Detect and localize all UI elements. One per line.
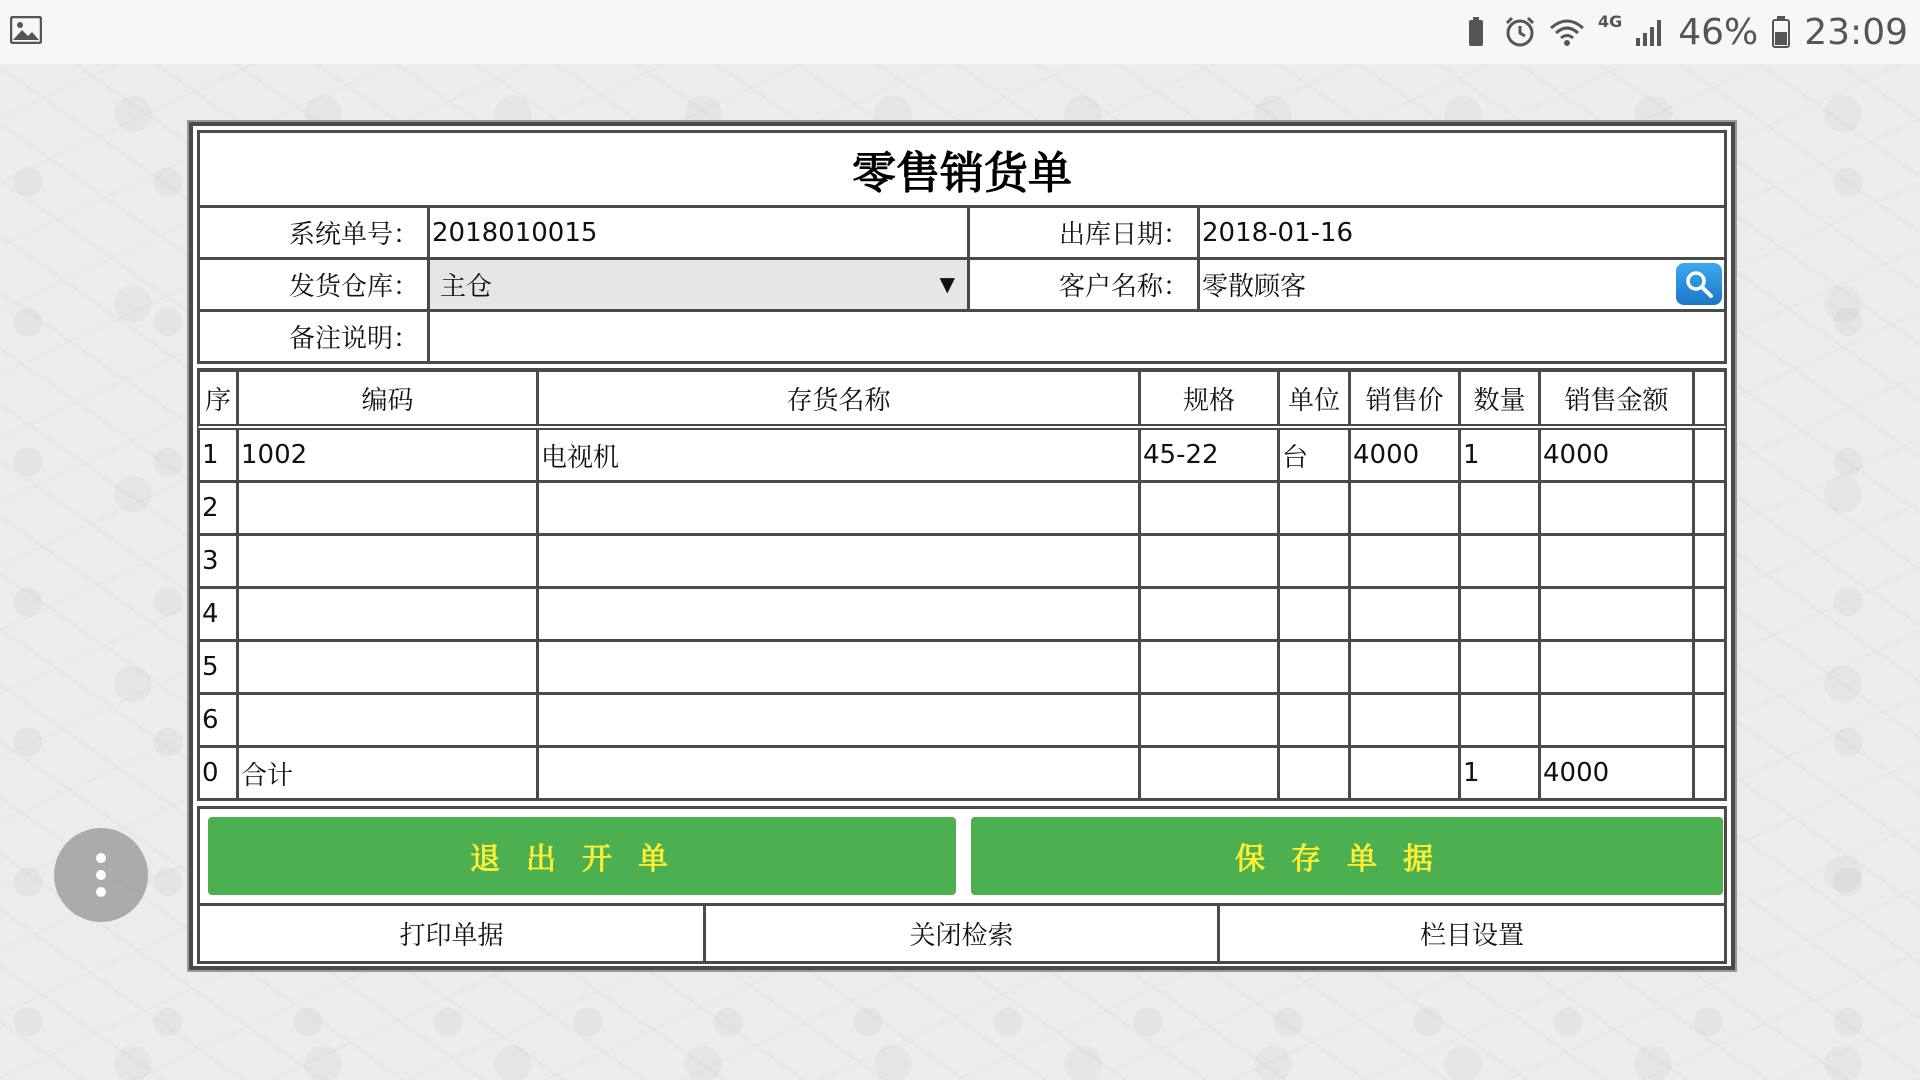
status-icons <box>1460 8 1908 56</box>
header-qty: 数量 <box>1461 372 1541 424</box>
alarm-icon <box>1504 16 1536 48</box>
cell-spec[interactable] <box>1141 483 1280 533</box>
table-row <box>197 483 1727 536</box>
action-button-area <box>197 806 1727 906</box>
dropdown-arrow-icon: ▼ <box>939 272 955 296</box>
cell-price[interactable] <box>1351 589 1461 639</box>
header-spec: 规格 <box>1141 372 1280 424</box>
field-row-remark <box>197 312 1727 364</box>
cell-amount[interactable] <box>1541 695 1695 745</box>
cell-spec[interactable] <box>1141 748 1280 798</box>
print-button[interactable]: 打印单据 <box>200 906 706 961</box>
cell-spec[interactable] <box>1141 536 1280 586</box>
table-header <box>197 372 1727 430</box>
customer-field[interactable] <box>1200 260 1724 309</box>
table-row <box>197 642 1727 695</box>
cell-unit[interactable] <box>1280 748 1351 798</box>
cell-qty[interactable]: 1 <box>1461 430 1541 480</box>
cell-seq: 0 <box>200 748 239 798</box>
cell-seq: 6 <box>200 695 239 745</box>
system-no-label: 系统单号： <box>200 208 430 257</box>
header-code: 编码 <box>239 372 539 424</box>
cell-amount[interactable] <box>1541 536 1695 586</box>
cell-code[interactable] <box>239 536 539 586</box>
cell-unit[interactable] <box>1280 536 1351 586</box>
cell-spec[interactable]: 45-22 <box>1141 430 1280 480</box>
battery-percent: 46% <box>1678 11 1759 53</box>
bottom-actions <box>197 906 1727 964</box>
field-row-warehouse <box>197 260 1727 312</box>
cell-item-name[interactable] <box>539 536 1141 586</box>
cell-amount[interactable] <box>1541 589 1695 639</box>
table-row <box>197 695 1727 748</box>
gallery-icon <box>10 16 42 44</box>
battery-icon <box>1770 16 1792 48</box>
warehouse-select[interactable] <box>430 260 970 309</box>
sales-form <box>189 122 1735 970</box>
cell-amount[interactable]: 4000 <box>1541 748 1695 798</box>
cell-spec[interactable] <box>1141 589 1280 639</box>
cell-item-name[interactable] <box>539 695 1141 745</box>
cell-unit[interactable]: 台 <box>1280 430 1351 480</box>
cell-qty[interactable]: 1 <box>1461 748 1541 798</box>
cell-qty[interactable] <box>1461 483 1541 533</box>
cell-seq: 5 <box>200 642 239 692</box>
cell-item-name[interactable]: 电视机 <box>539 430 1141 480</box>
cell-item-name[interactable] <box>539 748 1141 798</box>
save-order-button[interactable]: 保存单据 <box>971 817 1723 895</box>
cell-code[interactable]: 1002 <box>239 430 539 480</box>
battery-saver-icon <box>1460 16 1492 48</box>
cell-item-name[interactable] <box>539 483 1141 533</box>
cell-spec[interactable] <box>1141 695 1280 745</box>
more-dot-icon <box>96 870 106 880</box>
header-seq: 序 <box>200 372 239 424</box>
more-dot-icon <box>96 887 106 897</box>
cell-price[interactable]: 4000 <box>1351 430 1461 480</box>
cell-unit[interactable] <box>1280 642 1351 692</box>
status-bar <box>0 0 1920 64</box>
wifi-icon <box>1548 16 1586 48</box>
cell-extra[interactable] <box>1695 748 1724 798</box>
table-row <box>197 430 1727 483</box>
cell-item-name[interactable] <box>539 642 1141 692</box>
close-search-button[interactable]: 关闭检索 <box>706 906 1220 961</box>
out-date-label: 出库日期： <box>970 208 1200 257</box>
cell-amount[interactable] <box>1541 483 1695 533</box>
customer-label: 客户名称： <box>970 260 1200 309</box>
cell-unit[interactable] <box>1280 589 1351 639</box>
customer-value: 零散顾客 <box>1202 272 1307 302</box>
cell-code[interactable] <box>239 483 539 533</box>
cell-seq: 2 <box>200 483 239 533</box>
floating-menu-button[interactable] <box>54 828 148 922</box>
clock: 23:09 <box>1804 11 1908 53</box>
cell-extra[interactable] <box>1695 642 1724 692</box>
items-table <box>197 368 1727 801</box>
cell-code[interactable]: 合计 <box>239 748 539 798</box>
form-title: 零售销货单 <box>197 130 1727 208</box>
header-unit: 单位 <box>1280 372 1351 424</box>
cell-amount[interactable] <box>1541 642 1695 692</box>
cell-amount[interactable]: 4000 <box>1541 430 1695 480</box>
network-type-label: 4G <box>1597 11 1623 31</box>
cell-qty[interactable] <box>1461 695 1541 745</box>
warehouse-label: 发货仓库： <box>200 260 430 309</box>
header-price: 销售价 <box>1351 372 1461 424</box>
cell-extra[interactable] <box>1695 589 1724 639</box>
exit-order-button[interactable]: 退出开单 <box>208 817 956 895</box>
search-icon <box>1683 268 1715 300</box>
cell-code[interactable] <box>239 642 539 692</box>
cell-price[interactable] <box>1351 483 1461 533</box>
cell-qty[interactable] <box>1461 589 1541 639</box>
remark-label: 备注说明： <box>200 312 430 361</box>
cell-qty[interactable] <box>1461 536 1541 586</box>
cell-extra[interactable] <box>1695 483 1724 533</box>
cell-price[interactable] <box>1351 695 1461 745</box>
cell-price[interactable] <box>1351 642 1461 692</box>
cell-price[interactable] <box>1351 748 1461 798</box>
remark-field[interactable] <box>430 312 1724 361</box>
cell-qty[interactable] <box>1461 642 1541 692</box>
cell-price[interactable] <box>1351 536 1461 586</box>
cell-unit[interactable] <box>1280 483 1351 533</box>
system-no-field[interactable]: 2018010015 <box>430 208 970 257</box>
cell-seq: 3 <box>200 536 239 586</box>
field-row-system-no <box>197 208 1727 260</box>
out-date-field[interactable]: 2018-01-16 <box>1202 217 1354 248</box>
cell-code[interactable] <box>239 589 539 639</box>
cell-spec[interactable] <box>1141 642 1280 692</box>
cell-seq: 4 <box>200 589 239 639</box>
customer-search-button[interactable] <box>1676 263 1722 305</box>
cell-extra[interactable] <box>1695 695 1724 745</box>
header-amount: 销售金额 <box>1541 372 1695 424</box>
table-total-row <box>197 748 1727 801</box>
signal-icon <box>1634 16 1666 48</box>
cell-seq: 1 <box>200 430 239 480</box>
header-extra <box>1695 372 1724 424</box>
cell-item-name[interactable] <box>539 589 1141 639</box>
cell-code[interactable] <box>239 695 539 745</box>
table-row <box>197 536 1727 589</box>
cell-extra[interactable] <box>1695 430 1724 480</box>
cell-unit[interactable] <box>1280 695 1351 745</box>
header-item-name: 存货名称 <box>539 372 1141 424</box>
table-row <box>197 589 1727 642</box>
more-dot-icon <box>96 853 106 863</box>
cell-extra[interactable] <box>1695 536 1724 586</box>
column-settings-button[interactable]: 栏目设置 <box>1419 921 1524 951</box>
warehouse-selected-value: 主仓 <box>440 272 493 302</box>
